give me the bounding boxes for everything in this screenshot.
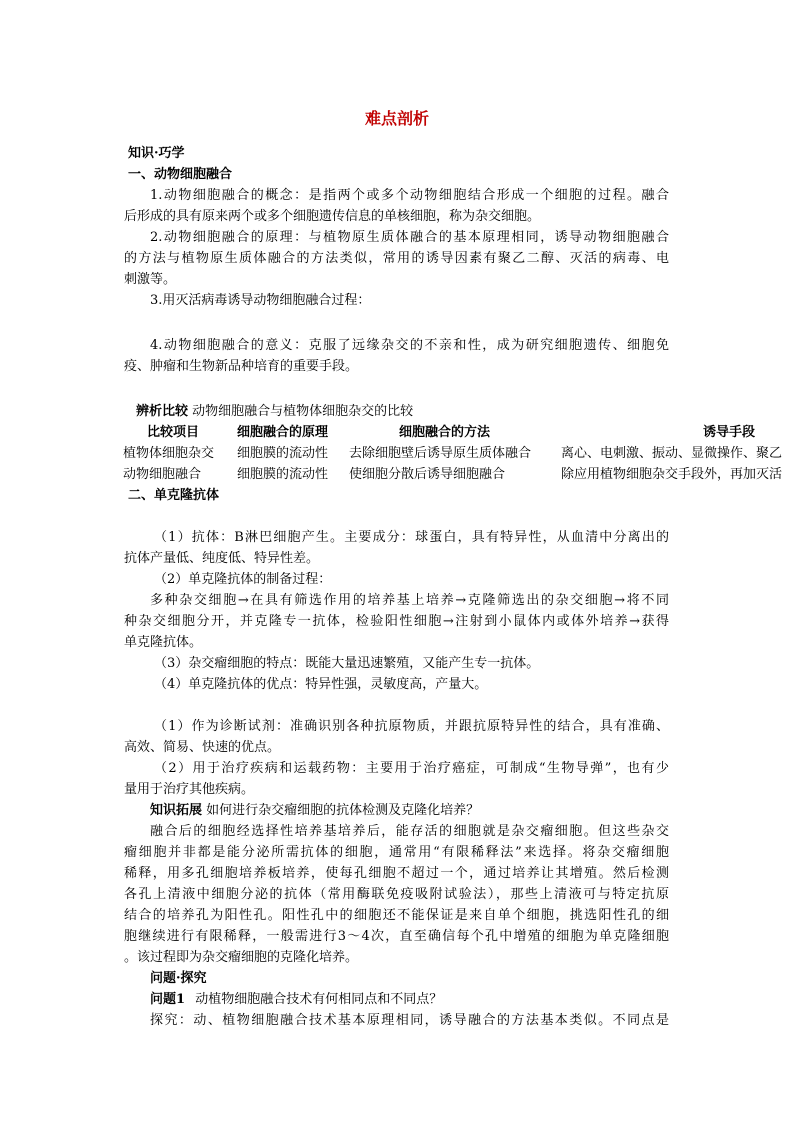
paragraph-line: （3）杂交瘤细胞的特点：既能大量迅速繁殖，又能产生专一抗体。 [154, 656, 540, 671]
table-cell: 除应用植物细胞杂交手段外，再加灭活 [561, 467, 783, 482]
extension-label: 知识拓展 [150, 803, 203, 818]
extension-question: 如何进行杂交瘤细胞的抗体检测及克隆化培养？ [206, 803, 480, 818]
paragraph-line: 4.动物细胞融合的意义：克服了远缘杂交的不亲和性，成为研究细胞遗传、细胞免 [150, 338, 669, 353]
paragraph-line: 3.用灭活病毒诱导动物细胞融合过程： [150, 293, 371, 308]
question-text: 动植物细胞融合技术有何相同点和不同点？ [195, 992, 443, 1007]
paragraph-line: （1）抗体：B淋巴细胞产生。主要成分：球蛋白，具有特异性，从血清中分离出的 [154, 530, 669, 545]
table-cell: 动物细胞融合 [123, 467, 202, 482]
page-title: 难点剖析 [364, 109, 429, 128]
paragraph-line: 单克隆抗体。 [124, 635, 203, 650]
paragraph-line: 稀释，用多孔细胞培养板培养，使每孔细胞不超过一个，通过培养让其增殖。然后检测 [124, 866, 669, 881]
paragraph-line: 高效、简易、快速的优点。 [124, 740, 281, 755]
paragraph-line: 抗体产量低、纯度低、特异性差。 [124, 551, 320, 566]
compare-heading [124, 401, 669, 422]
paragraph-line: 种杂交细胞分开，并克隆专一抗体，检验阳性细胞→注射到小鼠体内或体外培养→获得 [124, 614, 669, 629]
section-heading-question: 问题·探究 [150, 971, 207, 986]
extension-heading [124, 800, 669, 821]
paragraph-line: 。该过程即为杂交瘤细胞的克隆化培养。 [124, 950, 359, 965]
section-heading-monoclonal-antibody: 二、单克隆抗体 [128, 488, 220, 503]
document-body [123, 143, 783, 1031]
paragraph-line: 疫、肿瘤和生物新品种培育的重要手段。 [124, 359, 359, 374]
paragraph-line: 结合的培养孔为阳性孔。阳性孔中的细胞还不能保证是来自单个细胞，挑选阳性孔的细 [124, 908, 669, 923]
paragraph-line: 探究：动、植物细胞融合技术基本原理相同，诱导融合的方法基本类似。不同点是 [150, 1013, 669, 1028]
paragraph-line: 刺激等。 [124, 272, 177, 287]
table-cell: 细胞膜的流动性 [237, 467, 329, 482]
paragraph-line: 1.动物细胞融合的概念：是指两个或多个动物细胞结合形成一个细胞的过程。融合 [150, 188, 669, 203]
paragraph-line: 融合后的细胞经选择性培养基培养后，能存活的细胞就是杂交瘤细胞。但这些杂交 [150, 824, 669, 839]
paragraph-line: 多种杂交细胞→在具有筛选作用的培养基上培养→克隆筛选出的杂交细胞→将不同 [150, 593, 669, 608]
table-cell: 植物体细胞杂交 [123, 446, 215, 461]
table-header-cell: 细胞融合的原理 [237, 425, 329, 440]
paragraph-line: 2.动物细胞融合的原理：与植物原生质体融合的基本原理相同，诱导动物细胞融合 [150, 230, 669, 245]
paragraph-line: （1）作为诊断试剂：准确识别各种抗原物质，并跟抗原特异性的结合，具有准确、 [154, 719, 669, 734]
table-cell: 细胞膜的流动性 [237, 446, 329, 461]
table-cell: 使细胞分散后诱导细胞融合 [349, 467, 506, 482]
compare-label: 辨析比较 [136, 404, 189, 419]
paragraph-line: 量用于治疗其他疾病。 [124, 782, 255, 797]
paragraph-line: （2）单克隆抗体的制备过程： [154, 572, 332, 587]
compare-title: 动物细胞融合与植物体细胞杂交的比较 [192, 404, 414, 419]
paragraph-line: （4）单克隆抗体的优点：特异性强，灵敏度高，产量大。 [154, 677, 488, 692]
table-header-cell: 诱导手段 [703, 425, 756, 440]
table-cell: 离心、电刺激、振动、显微操作、聚乙 [561, 446, 783, 461]
section-heading-animal-cell-fusion: 一、动物细胞融合 [128, 167, 233, 182]
table-cell: 去除细胞壁后诱导原生质体融合 [349, 446, 532, 461]
paragraph-line: 后形成的具有原来两个或多个细胞遗传信息的单核细胞，称为杂交细胞。 [124, 209, 541, 224]
paragraph-line: 各孔上清液中细胞分泌的抗体（常用酶联免疫吸附试验法），那些上清液可与特定抗原 [124, 887, 669, 902]
paragraph-line: 胞继续进行有限稀释，一般需进行3～4次，直至确信每个孔中增殖的细胞为单克隆细胞 [124, 929, 669, 944]
section-heading-knowledge: 知识·巧学 [128, 146, 185, 161]
table-header-cell: 细胞融合的方法 [399, 425, 491, 440]
comparison-table [123, 422, 794, 485]
paragraph-line: （2）用于治疗疾病和运载药物：主要用于治疗癌症，可制成“生物导弹”，也有少 [154, 761, 669, 776]
question-label: 问题1 [150, 992, 186, 1007]
paragraph-line: 瘤细胞并非都是能分泌所需抗体的细胞，通常用“有限稀释法”来选择。将杂交瘤细胞 [124, 845, 669, 860]
paragraph-line: 的方法与植物原生质体融合的方法类似，常用的诱导因素有聚乙二醇、灭活的病毒、电 [124, 251, 669, 266]
question-1 [124, 989, 669, 1010]
table-header-cell: 比较项目 [147, 425, 200, 440]
